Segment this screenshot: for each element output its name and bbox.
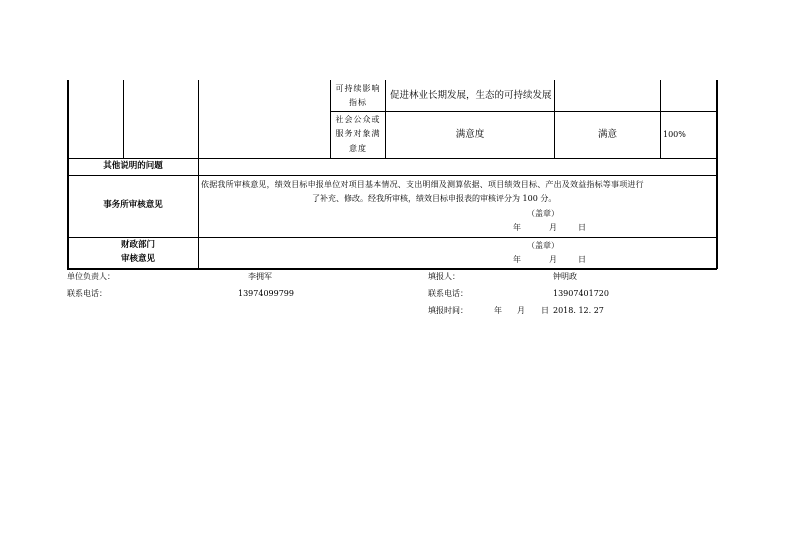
table-divider-v1 [123, 80, 124, 158]
fill-time-label: 填报时间： [428, 306, 468, 315]
audit-seal: （盖章） [527, 209, 559, 218]
fill-time-month: 月 [517, 306, 525, 315]
sustain-indicator-line2: 指标 [349, 98, 367, 107]
finance-year: 年 [513, 255, 521, 264]
unit-head-label: 单位负责人： [67, 272, 115, 281]
sustain-content: 促进林业长期发展，生态的可持续发展 [390, 90, 552, 101]
table-row-line-3 [67, 175, 717, 176]
audit-label: 事务所审核意见 [103, 200, 163, 210]
filler-name: 钟明政 [553, 272, 577, 281]
satisfaction-indicator-line1: 社会公众或 [335, 115, 381, 124]
unit-head-name: 李拥军 [248, 272, 272, 281]
audit-month: 月 [549, 223, 557, 232]
finance-label-line2: 审核意见 [120, 254, 155, 264]
table-row-line-4 [67, 237, 717, 238]
audit-text-line2: 了补充、修改。经我所审核，绩效目标申报表的审核评分为 100 分。 [312, 194, 557, 203]
contact-label-right: 联系电话： [428, 289, 468, 298]
audit-day: 日 [578, 223, 586, 232]
table-border-bottom [67, 268, 717, 270]
satisfaction-target: 满意 [597, 129, 617, 140]
satisfaction-value: 100% [663, 130, 686, 139]
finance-seal: （盖章） [527, 241, 559, 250]
table-divider-v6 [660, 80, 661, 158]
audit-text-line1: 依据我所审核意见，绩效目标申报单位对项目基本情况、支出明细及测算依据、项目绩效目标、产出及效益指标等事项进行 [201, 180, 644, 189]
contact-label-left: 联系电话： [67, 289, 107, 298]
satisfaction-indicator-line3: 意度 [349, 144, 367, 153]
fill-time-day: 日 [541, 306, 549, 315]
fill-time-year: 年 [494, 306, 502, 315]
filler-label: 填报人： [428, 272, 460, 281]
contact-phone-right: 13907401720 [553, 289, 609, 298]
table-divider-v5 [554, 80, 555, 158]
finance-day: 日 [578, 255, 586, 264]
finance-month: 月 [549, 255, 557, 264]
satisfaction-indicator-line2: 服务对象满 [335, 129, 381, 138]
other-issues-label: 其他说明的问题 [103, 161, 163, 171]
contact-phone-left: 13974099799 [238, 289, 294, 298]
table-row-line-1 [330, 111, 716, 112]
sustain-indicator-line1: 可持续影响 [335, 84, 381, 93]
table-row-line-2 [67, 158, 717, 159]
satisfaction-content: 满意度 [455, 129, 485, 140]
finance-label-line1: 财政部门 [120, 240, 155, 250]
audit-year: 年 [513, 223, 521, 232]
table-divider-v4 [385, 80, 386, 158]
fill-date: 2018. 12. 27 [553, 306, 604, 315]
